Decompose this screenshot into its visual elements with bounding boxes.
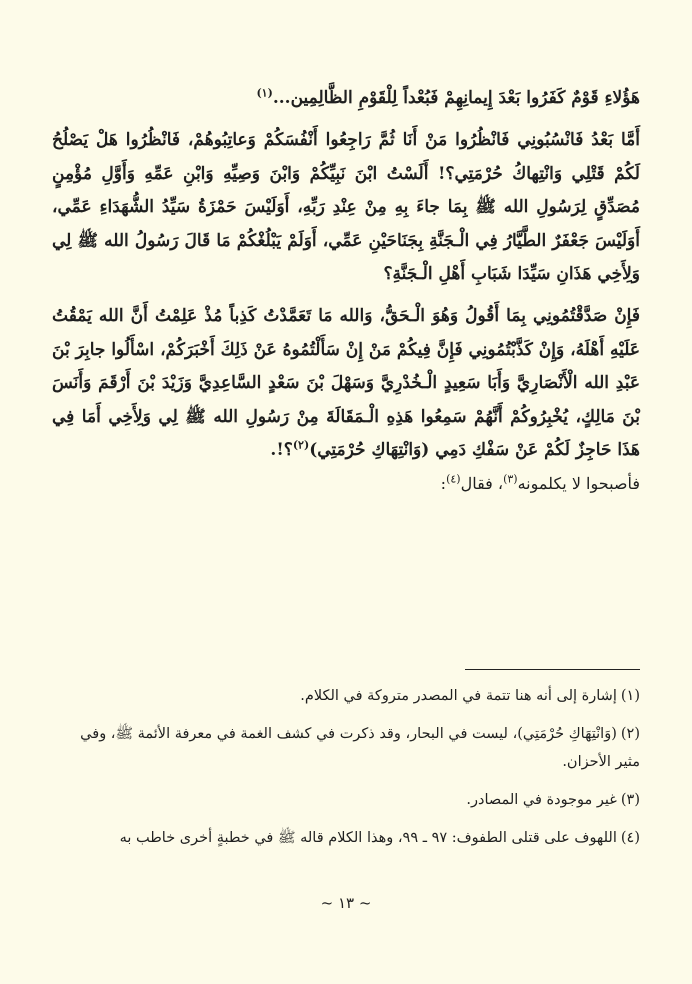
footnote-ref-3[interactable]: (٣) xyxy=(503,473,518,487)
footnote-number: (٢) xyxy=(620,726,640,742)
footnote-text: غير موجودة في المصادر. xyxy=(466,792,617,808)
footnote-3 xyxy=(52,786,640,814)
footnote-number: (٣) xyxy=(620,792,640,808)
closing-line-text-a: فأصبحوا لا يكلمونه xyxy=(517,474,640,494)
footnotes-section xyxy=(52,682,640,862)
paragraph-2-parenthetical: (وَانْتِهَاكِ حُرْمَتِي) xyxy=(309,440,430,461)
opening-line xyxy=(52,82,640,115)
footnote-ref-1[interactable]: (١) xyxy=(256,86,273,100)
footnote-text: إشارة إلى أنه هنا تتمة في المصدر متروكة في الكلام. xyxy=(300,688,617,704)
closing-line-text-c: : xyxy=(440,474,447,494)
opening-line-text: هَؤُلاءِ قَوْمٌ كَفَرُوا بَعْدَ إِيمانِهِمْ فَبُعْداً لِلْقَوْمِ الظَّالِمِين... xyxy=(272,88,640,108)
page-number: ~ ١٣ ~ xyxy=(320,894,372,912)
footnote-1 xyxy=(52,682,640,710)
footnote-4 xyxy=(52,824,640,852)
footnote-ref-2[interactable]: (٢) xyxy=(292,438,310,452)
closing-line-text-b: ، فقال xyxy=(460,474,504,494)
footnote-text: اللهوف على قتلى الطفوف: ٩٧ ـ ٩٩، وهذا الكلام قاله ﷺ في خطبةٍ أخرى خاطب به xyxy=(119,830,617,846)
footnote-ref-4[interactable]: (٤) xyxy=(446,473,461,487)
footnote-text: (وَانْتِهَاكِ حُرْمَتِي)، ليست في البحار، وقد ذكرت في كشف الغمة في معرفة الأئمة ﷺ، وفي مثير الأحزان. xyxy=(80,726,640,770)
closing-line xyxy=(52,467,640,500)
footnote-number: (٤) xyxy=(620,830,640,846)
footnote-2 xyxy=(52,720,640,776)
main-text xyxy=(52,82,640,501)
paragraph-2-text: فَإِنْ صَدَّقْتُمُونِي بِمَا أَقُولُ وَهُوَ الْـحَقُّ، وَالله مَا تَعَمَّدْتُ كَذِباً مُذْ عَلِمْتُ أَنَّ الله يَمْقُتُ عَلَيْهِ أَهْلَهُ، وَإِنْ كَذَّبْتُمُونِي فَإِنَّ فِيكُمْ مَنْ إِنْ سَأَلْتُمُوهُ عَنْ ذَلِكَ أَخْبَرَكُمْ، اسْأَلُوا جابِرَ بْنَ عَبْدِ الله الْأَنْصَارِيَّ وَأَبَا سَعِيدٍ الْـخُدْرِيَّ وَسَهْلَ بْنَ سَعْدٍ السَّاعِدِيَّ وَزَيْدَ بْنَ أَرْقَمَ وَأَنَسَ بْنَ مَالِكٍ، يُخْبِرُوكُمْ أَنَّهُمْ سَمِعُوا هَذِهِ الْـمَقَالَةَ مِنْ رَسُولِ الله ﷺ لِي وَلِأَخِي أَمَا فِي هَذَا حَاجِزٌ لَكُمْ عَنْ سَفْكِ دَمِي xyxy=(52,306,640,461)
paragraph-2-ending: ؟!. xyxy=(270,440,293,461)
footnote-separator xyxy=(465,669,640,670)
paragraph-2 xyxy=(52,300,640,467)
paragraph-1: أَمَّا بَعْدُ فَانْسُبُونِي فَانْظُرُوا مَنْ أَنَا ثُمَّ رَاجِعُوا أَنْفُسَكُمْ وَعاتِبُوهُمْ، فَانْظُرُوا هَلْ يَصْلُحُ لَكُمْ قَتْلِي وَانْتِهاكُ حُرْمَتِي؟! أَلَسْتُ ابْنَ نَبِيِّكُمْ وَابْنَ وَصِيِّهِ وَابْنِ عَمِّهِ وَأَوَّلِ مُؤْمِنٍ مُصَدِّقٍ لِرَسُولِ الله ﷺ بِمَا جاءَ بِهِ مِنْ عِنْدِ رَبِّهِ، أَوَلَيْسَ حَمْزَةُ سَيِّدُ الشُّهَدَاءِ عَمِّي، أَوَلَيْسَ جَعْفَرٌ الطَّيَّارُ فِي الْـجَنَّةِ بِجَنَاحَيْنِ عَمِّي، أَوَلَمْ يَبْلُغْكُمْ مَا قَالَ رَسُولُ الله ﷺ لِي وَلِأَخِي هَذَانِ سَيِّدَا شَبَابِ أَهْلِ الْـجَنَّةِ؟ xyxy=(52,130,640,285)
footnote-number: (١) xyxy=(620,688,640,704)
